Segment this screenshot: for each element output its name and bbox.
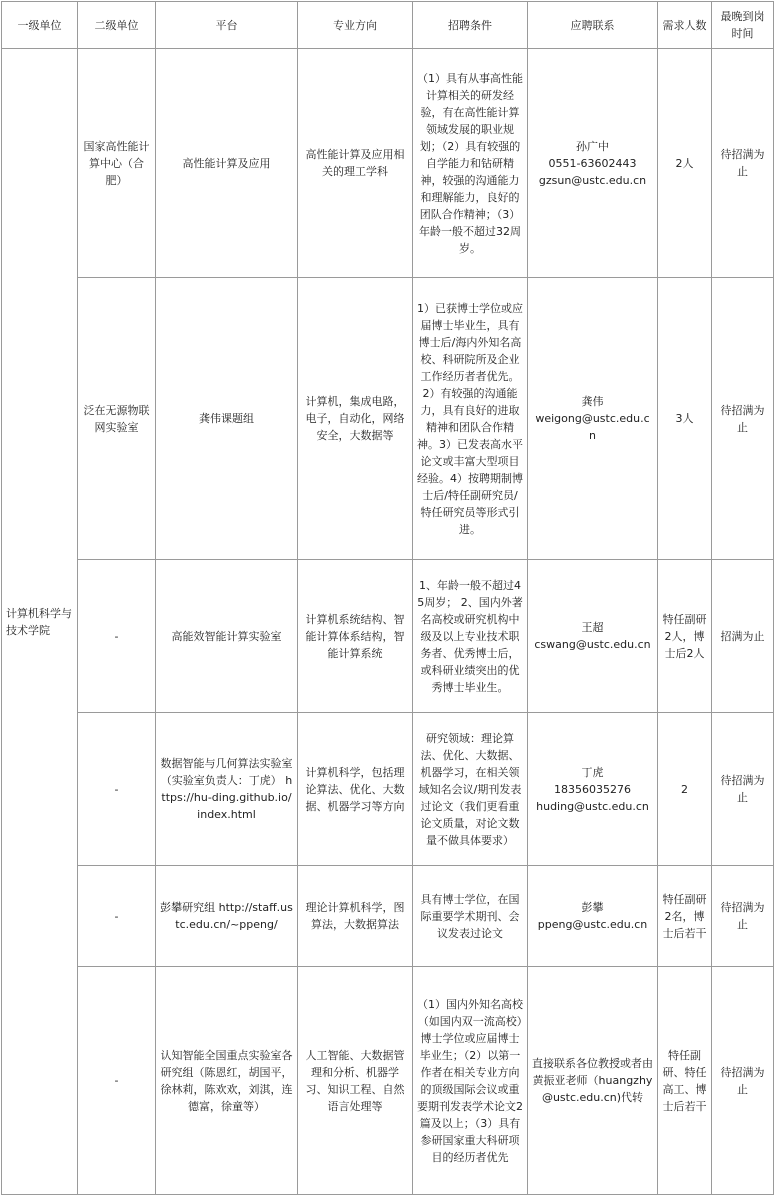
contact-text: 彭攀 ppeng@ustc.edu.cn: [537, 901, 648, 931]
table-row: [2, 967, 774, 1195]
contact-text: 直接联系各位教授或者由黄振亚老师（huangzhy@ustc.edu.cn)代转: [532, 1057, 653, 1104]
conditions-cell: 研究领域：理论算法、优化、大数据、机器学习，在相关领域知名会议/期刊发表过论文（我们更看重论文质量，对论文数量不做具体要求）: [413, 713, 528, 866]
major-cell: 计算机科学，包括理论算法、优化、大数据、机器学习等方向: [298, 713, 413, 866]
table-row: [2, 560, 774, 713]
level2-unit-cell: -: [78, 866, 156, 967]
level2-unit-cell: 泛在无源物联网实验室: [78, 278, 156, 560]
level2-unit-cell: -: [78, 560, 156, 713]
deadline-cell: 待招满为止: [712, 713, 774, 866]
platform-cell: 高性能计算及应用: [156, 49, 298, 278]
level1-unit-cell: 计算机科学与技术学院: [2, 49, 78, 1195]
header-count: 需求人数: [658, 2, 712, 49]
contact-cell: [528, 278, 658, 560]
header-row: [2, 2, 774, 49]
count-cell: 特任副研2名，博士后若干: [658, 866, 712, 967]
count-cell: 3人: [658, 278, 712, 560]
table-row: [2, 278, 774, 560]
contact-cell: [528, 866, 658, 967]
level2-unit-cell: -: [78, 967, 156, 1195]
major-cell: 计算机，集成电路，电子，自动化，网络安全，大数据等: [298, 278, 413, 560]
conditions-cell: 具有博士学位，在国际重要学术期刊、会议发表过论文: [413, 866, 528, 967]
header-major: 专业方向: [298, 2, 413, 49]
header-conditions: 招聘条件: [413, 2, 528, 49]
level2-unit-cell: 国家高性能计算中心（合肥）: [78, 49, 156, 278]
platform-cell: 高能效智能计算实验室: [156, 560, 298, 713]
header-contact: 应聘联系: [528, 2, 658, 49]
platform-cell: 龚伟课题组: [156, 278, 298, 560]
contact-text: 丁虎 18356035276 huding@ustc.edu.cn: [536, 765, 649, 813]
major-cell: 理论计算机科学，图算法，大数据算法: [298, 866, 413, 967]
major-cell: 计算机系统结构、智能计算体系结构，智能计算系统: [298, 560, 413, 713]
header-level2-unit: 二级单位: [78, 2, 156, 49]
deadline-cell: 待招满为止: [712, 866, 774, 967]
deadline-cell: 待招满为止: [712, 49, 774, 278]
count-cell: 2人: [658, 49, 712, 278]
contact-text: 王超 cswang@ustc.edu.cn: [534, 621, 651, 651]
contact-cell: [528, 560, 658, 713]
contact-text: 孙广中 0551-63602443 gzsun@ustc.edu.cn: [538, 139, 647, 187]
contact-cell: [528, 713, 658, 866]
conditions-cell: 1）已获博士学位或应届博士毕业生，具有博士后/海内外知名高校、科研院所及企业工作经历者者优先。 2）有较强的沟通能力，具有良好的进取精神和团队合作精神。3）已发表高水平论文或丰富大型项目经验。4）按聘期制博士后/特任副研究员/特任研究员等形式引进。: [413, 278, 528, 560]
platform-cell: 数据智能与几何算法实验室（实验室负责人：丁虎） https://hu-ding.github.io/index.html: [156, 713, 298, 866]
deadline-cell: 招满为止: [712, 560, 774, 713]
platform-cell: 认知智能全国重点实验室各研究组（陈恩红，胡国平，徐林莉，陈欢欢，刘淇，连德富，徐童等）: [156, 967, 298, 1195]
conditions-cell: （1）具有从事高性能计算相关的研发经验，有在高性能计算领域发展的职业规划；（2）具有较强的自学能力和钻研精神，较强的沟通能力和理解能力，良好的团队合作精神；（3）年龄一般不超过32周岁。: [413, 49, 528, 278]
level2-unit-cell: -: [78, 713, 156, 866]
header-platform: 平台: [156, 2, 298, 49]
table-row: [2, 713, 774, 866]
deadline-cell: 待招满为止: [712, 967, 774, 1195]
deadline-cell: 待招满为止: [712, 278, 774, 560]
count-cell: 2: [658, 713, 712, 866]
platform-cell: 彭攀研究组 http://staff.ustc.edu.cn/~ppeng/: [156, 866, 298, 967]
contact-cell: [528, 49, 658, 278]
header-level1-unit: 一级单位: [2, 2, 78, 49]
header-deadline: 最晚到岗时间: [712, 2, 774, 49]
conditions-cell: （1）国内外知名高校（如国内双一流高校）博士学位或应届博士毕业生；（2）以第一作者在相关专业方向的顶级国际会议或重要期刊发表学术论文2篇及以上；（3）具有参研国家重大科研项目的经历者优先: [413, 967, 528, 1195]
count-cell: 特任副研2人，博士后2人: [658, 560, 712, 713]
conditions-cell: 1、年龄一般不超过45周岁； 2、国内外著名高校或研究机构中级及以上专业技术职务者、优秀博士后，或科研业绩突出的优秀博士毕业生。: [413, 560, 528, 713]
major-cell: 高性能计算及应用相关的理工学科: [298, 49, 413, 278]
recruitment-table: [1, 1, 774, 1195]
count-cell: 特任副研、特任高工、博士后若干: [658, 967, 712, 1195]
contact-cell: [528, 967, 658, 1195]
contact-text: 龚伟 weigong@ustc.edu.cn: [535, 395, 650, 442]
table-row: [2, 866, 774, 967]
table-row: [2, 49, 774, 278]
major-cell: 人工智能、大数据管理和分析、机器学习、知识工程、自然语言处理等: [298, 967, 413, 1195]
